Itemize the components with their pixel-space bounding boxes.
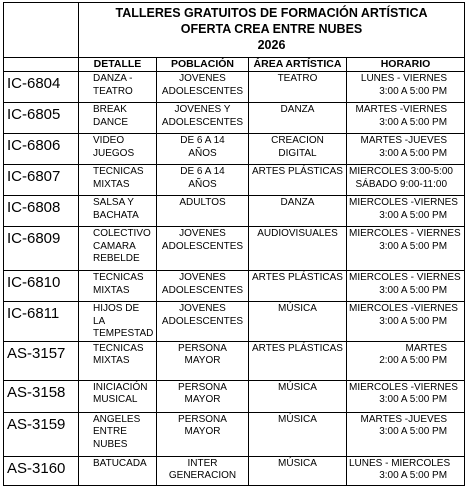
horario-cell [347,227,465,271]
poblacion-cell-line: PERSONA [178,342,227,354]
area-cell-line: ARTES PLÁSTICAS [252,166,343,177]
detalle-cell-line: VIDEO [93,135,125,146]
area-cell-line: ARTES PLÁSTICAS [252,272,343,283]
horario-cell-line: MIERCOLES - VIERNES [349,272,461,283]
detalle-cell-line: ENTRE [93,426,127,437]
table-row [4,456,465,485]
horario-cell-line: 3:00 A 5:00 PM [379,426,448,437]
poblacion-cell [157,227,249,271]
area-cell-line: TEATRO [277,73,318,84]
detalle-cell [79,134,157,165]
detalle-cell-line: TECNICAS [93,166,144,177]
area-cell [249,456,347,485]
horario-cell [347,341,465,380]
detalle-cell-line: BREAK [93,104,127,115]
code-cell [4,302,79,342]
detalle-cell-line: INICIACIÓN [93,381,148,393]
poblacion-cell-line: JOVENES [179,303,226,314]
horario-cell [347,196,465,227]
area-cell-line: MÚSICA [278,457,317,469]
poblacion-cell-line: MAYOR [184,355,221,366]
workshop-code: AS-3157 [7,344,66,362]
detalle-cell [79,341,157,380]
horario-cell [347,302,465,342]
workshop-code: AS-3159 [7,415,66,433]
poblacion-cell-line: PERSONA [178,413,227,425]
detalle-cell-line: BACHATA [93,209,139,221]
poblacion-cell [157,302,249,342]
poblacion-cell-line: JOVENES [179,272,226,283]
table-row [4,165,465,196]
code-cell [4,103,79,134]
detalle-cell-line: CAMARA [93,240,136,252]
poblacion-cell-line: AÑOS [188,147,217,159]
header-poblacion: POBLACIÓN [157,58,249,72]
detalle-cell-line: REBELDE [93,253,140,264]
area-cell [249,271,347,302]
poblacion-cell [157,196,249,227]
area-cell [249,196,347,227]
detalle-cell-line: JUEGOS [93,147,135,159]
title-cell [79,3,465,58]
title-line-1: TALLERES GRATUITOS DE FORMACIÓN ARTÍSTICA [115,6,428,20]
poblacion-cell-line: DE 6 A 14 [180,166,225,177]
detalle-cell [79,227,157,271]
poblacion-cell-line: MAYOR [184,426,221,437]
workshop-code: AS-3158 [7,383,66,401]
horario-cell-line: MARTES -JUEVES [360,413,448,425]
horario-cell-line: MARTES -JUEVES [360,135,448,146]
workshop-code: IC-6808 [7,199,61,216]
horario-cell [347,134,465,165]
detalle-cell [79,196,157,227]
area-cell-line: MÚSICA [278,413,317,425]
code-cell [4,72,79,103]
detalle-cell-line: NUBES [93,438,128,450]
detalle-cell [79,103,157,134]
poblacion-cell [157,271,249,302]
area-cell [249,227,347,271]
area-cell-line: CREACION [271,135,324,146]
detalle-cell-line: TEMPESTAD [93,328,154,339]
poblacion-cell-line: JOVENES Y [174,104,231,115]
code-cell [4,412,79,456]
poblacion-cell-line: DE 6 A 14 [180,135,225,146]
poblacion-cell-line: ADULTOS [179,197,226,208]
poblacion-cell-line: ADOLESCENTES [161,116,244,128]
header-code [4,58,79,72]
horario-cell-line: 3:00 A 5:00 PM [379,209,448,221]
workshop-code: IC-6805 [7,106,61,123]
detalle-cell [79,72,157,103]
table-row [4,271,465,302]
horario-cell-line: 3:00 A 5:00 PM [379,284,448,296]
detalle-cell [79,412,157,456]
area-cell [249,302,347,342]
poblacion-cell-line: GENERACION [168,470,237,481]
title-line-2: OFERTA CREA ENTRE NUBES [180,22,363,36]
horario-cell [347,103,465,134]
horario-cell-line: 3:00 A 5:00 PM [379,116,448,128]
horario-cell [347,380,465,412]
poblacion-cell [157,134,249,165]
table-row [4,341,465,380]
detalle-cell-line: ANGELES [93,413,141,425]
workshop-code: IC-6804 [7,75,61,92]
detalle-cell-line: DANCE [93,116,129,128]
title-line-3: 2026 [257,38,286,52]
area-cell [249,165,347,196]
table-row [4,412,465,456]
area-cell-line: MÚSICA [278,381,317,393]
horario-cell-line: 3:00 A 5:00 PM [379,85,448,97]
detalle-cell-line: TEATRO [93,85,133,97]
detalle-cell-line: MIXTAS [93,284,130,296]
code-cell [4,271,79,302]
header-area: ÁREA ARTÍSTICA [249,58,347,72]
workshop-code: IC-6807 [7,168,61,185]
horario-cell-line: SÁBADO 9:00-11:00 [355,178,448,190]
detalle-cell-line: DANZA - [93,73,133,84]
code-cell [4,227,79,271]
area-cell [249,412,347,456]
header-horario: HORARIO [347,58,465,72]
horario-cell [347,165,465,196]
area-cell [249,134,347,165]
horario-cell-line: MIERCOLES -VIERNES [349,381,458,393]
horario-cell-line: 3:00 A 5:00 PM [379,315,448,327]
table-row [4,380,465,412]
poblacion-cell-line: JOVENES [179,228,226,239]
header-detalle: DETALLE [79,58,157,72]
poblacion-cell-line: INTER [187,457,218,469]
area-cell [249,341,347,380]
horario-cell [347,271,465,302]
area-cell-line: DIGITAL [278,147,317,159]
detalle-cell-line: MUSICAL [93,394,138,405]
workshop-code: AS-3160 [7,459,66,477]
poblacion-cell [157,456,249,485]
code-cell [4,165,79,196]
area-cell-line: MÚSICA [278,303,317,314]
horario-cell-line: LUNES - VIERNES [360,73,448,84]
poblacion-cell-line: MAYOR [184,394,221,405]
header-row [4,58,465,72]
detalle-cell [79,271,157,302]
detalle-cell [79,380,157,412]
horario-cell-line: 3:00 A 5:00 PM [379,240,448,252]
detalle-cell-line: HIJOS DE LA [93,303,140,327]
detalle-cell [79,165,157,196]
poblacion-cell [157,165,249,196]
workshops-table [3,2,465,486]
poblacion-cell [157,72,249,103]
table-row [4,227,465,271]
code-cell [4,341,79,380]
horario-cell [347,456,465,485]
detalle-cell-line: TECNICAS [93,342,144,354]
horario-cell-line: MIERCOLES -VIERNES [349,303,458,314]
area-cell [249,103,347,134]
workshop-code: IC-6809 [7,230,61,247]
horario-cell-line: MARTES -VIERNES [355,104,448,115]
poblacion-cell-line: AÑOS [188,178,217,190]
code-cell [4,380,79,412]
table-row [4,72,465,103]
horario-cell-line: 2:00 A 5:00 PM [379,355,448,366]
detalle-cell [79,456,157,485]
poblacion-cell-line: ADOLESCENTES [161,284,244,296]
code-cell [4,134,79,165]
horario-cell-line: MIERCOLES 3:00-5:00 [349,166,453,177]
title-row [4,3,465,58]
horario-cell-line: MIERCOLES -VIERNES [349,197,458,208]
area-cell-line: AUDIOVISUALES [257,228,338,239]
poblacion-cell-line: ADOLESCENTES [161,240,244,252]
code-cell [4,196,79,227]
table-row [4,196,465,227]
table-row [4,103,465,134]
title-spacer-cell [4,3,79,58]
area-cell [249,72,347,103]
table-row [4,302,465,342]
detalle-cell-line: MIXTAS [93,355,130,366]
horario-cell [347,72,465,103]
poblacion-cell [157,103,249,134]
workshop-code: IC-6811 [7,305,60,322]
workshop-code: IC-6806 [7,137,61,154]
poblacion-cell-line: ADOLESCENTES [161,315,244,327]
detalle-cell-line: MIXTAS [93,178,130,190]
detalle-cell-line: TECNICAS [93,272,144,283]
poblacion-cell-line: PERSONA [178,381,227,393]
area-cell-line: DANZA [280,104,315,115]
area-cell-line: DANZA [280,197,315,208]
horario-cell-line: LUNES - MIERCOLES [349,457,451,469]
horario-cell-line: MARTES [405,342,448,354]
poblacion-cell [157,380,249,412]
horario-cell-line: 3:00 A 5:00 PM [379,147,448,159]
detalle-cell-line: COLECTIVO [93,228,151,239]
workshop-code: IC-6810 [7,274,61,291]
horario-cell [347,412,465,456]
detalle-cell [79,302,157,342]
poblacion-cell [157,412,249,456]
table-row [4,134,465,165]
code-cell [4,456,79,485]
poblacion-cell-line: JOVENES [179,73,226,84]
detalle-cell-line: SALSA Y [93,197,134,208]
poblacion-cell-line: ADOLESCENTES [161,85,244,97]
poblacion-cell [157,341,249,380]
area-cell-line: ARTES PLÁSTICAS [252,342,343,354]
area-cell [249,380,347,412]
detalle-cell-line: BATUCADA [93,457,147,469]
horario-cell-line: MIERCOLES - VIERNES [349,228,461,239]
horario-cell-line: 3:00 A 5:00 PM [379,394,448,405]
horario-cell-line: 3:00 A 5:00 PM [379,470,448,481]
